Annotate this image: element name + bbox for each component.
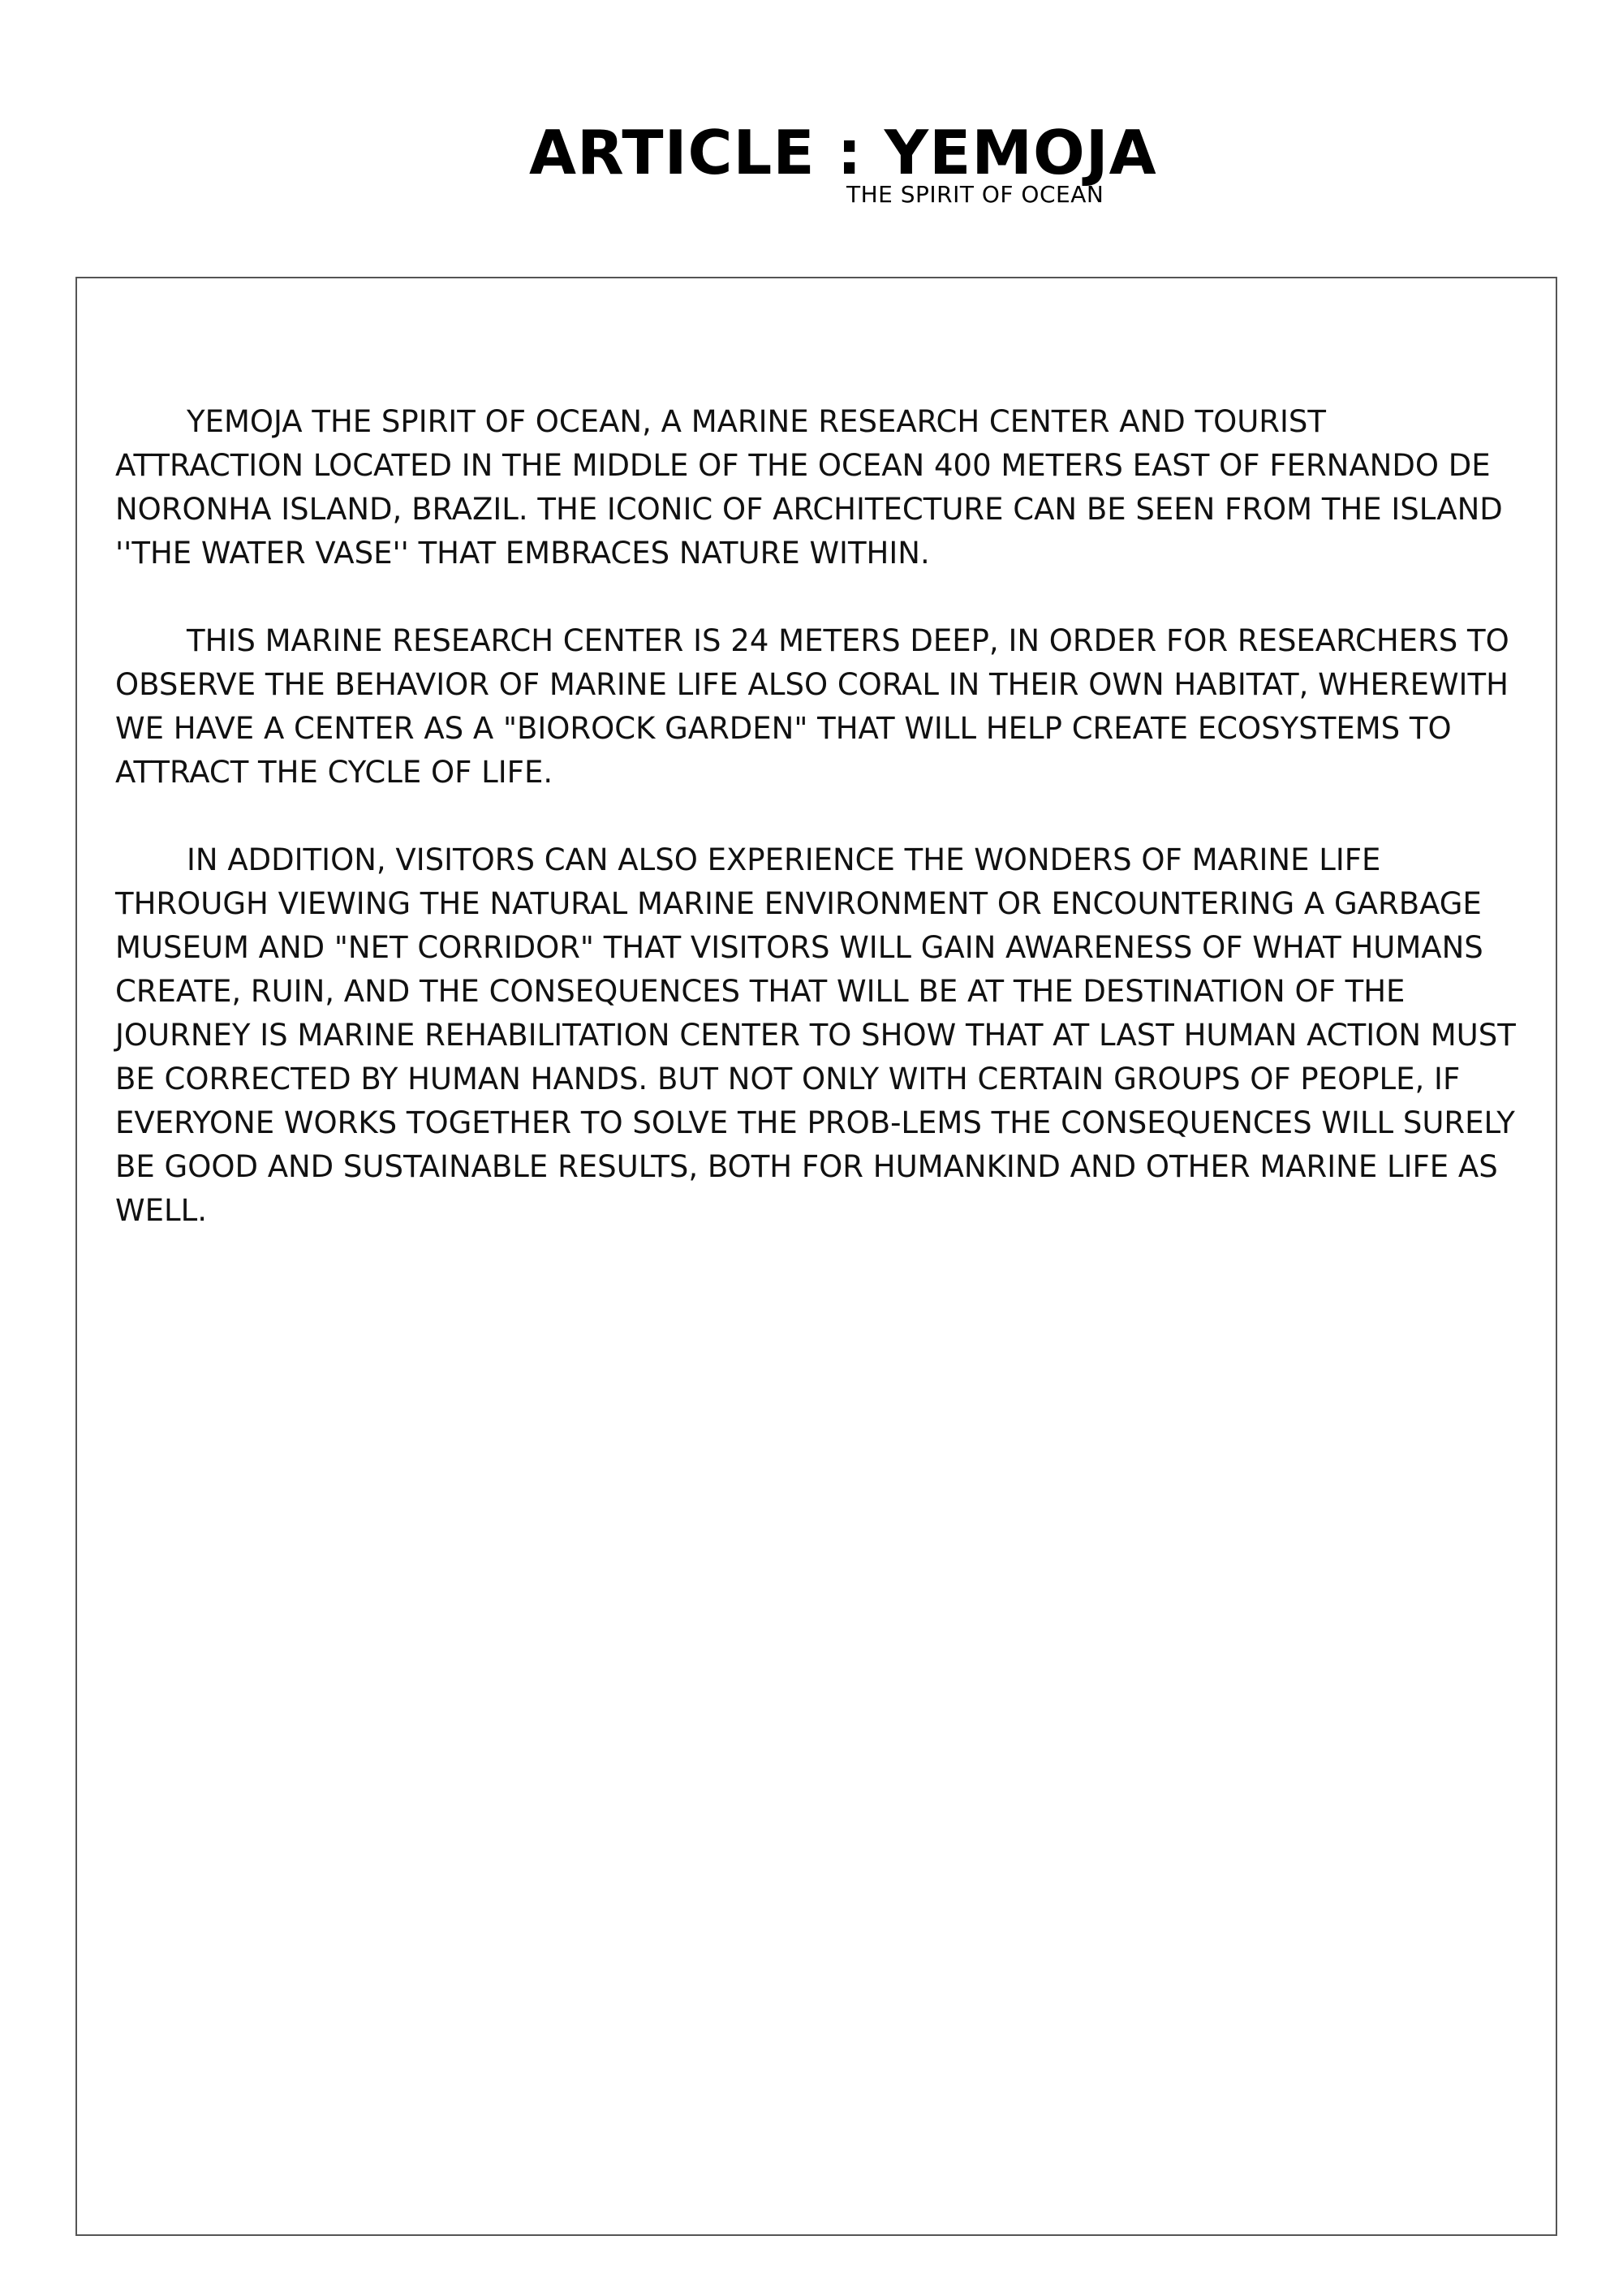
article-paragraph-2: THIS MARINE RESEARCH CENTER IS 24 METERS DEEP, IN ORDER FOR RESEARCHERS TO OBSERVE THE BEHAVIOR OF MARINE LIFE ALSO CORAL IN THEIR OWN HABITAT, WHEREWITH WE HAVE A CENTER AS A "BIOROCK GARDEN" THAT WILL HELP CREATE ECOSYSTEMS TO ATTRACT THE CYCLE OF LIFE. <box>115 623 1509 790</box>
article-subtitle: THE SPIRIT OF OCEAN <box>846 181 1104 208</box>
article-title: ARTICLE : YEMOJA <box>529 117 1157 188</box>
article-frame <box>75 277 1557 2236</box>
article-paragraph-3: IN ADDITION, VISITORS CAN ALSO EXPERIENCE THE WONDERS OF MARINE LIFE THROUGH VIEWING THE NATURAL MARINE ENVIRONMENT OR ENCOUNTERING A GARBAGE MUSEUM AND "NET CORRIDOR" THAT VISITORS WILL GAIN AWARENESS OF WHAT HUMANS CREATE, RUIN, AND THE CONSEQUENCES THAT WILL BE AT THE DESTINATION OF THE JOURNEY IS MARINE REHABILITATION CENTER TO SHOW THAT AT LAST HUMAN ACTION MUST BE CORRECTED BY HUMAN HANDS. BUT NOT ONLY WITH CERTAIN GROUPS OF PEOPLE, IF EVERYONE WORKS TOGETHER TO SOLVE THE PROB-LEMS THE CONSEQUENCES WILL SURELY BE GOOD AND SUSTAINABLE RESULTS, BOTH FOR HUMANKIND AND OTHER MARINE LIFE AS WELL. <box>115 842 1516 1228</box>
article-header <box>0 114 1623 227</box>
article-body <box>115 400 1521 1277</box>
article-paragraph-1: YEMOJA THE SPIRIT OF OCEAN, A MARINE RESEARCH CENTER AND TOURIST ATTRACTION LOCATED IN THE MIDDLE OF THE OCEAN 400 METERS EAST OF FERNANDO DE NORONHA ISLAND, BRAZIL. THE ICONIC OF ARCHITECTURE CAN BE SEEN FROM THE ISLAND ''THE WATER VASE'' THAT EMBRACES NATURE WITHIN. <box>115 404 1503 571</box>
